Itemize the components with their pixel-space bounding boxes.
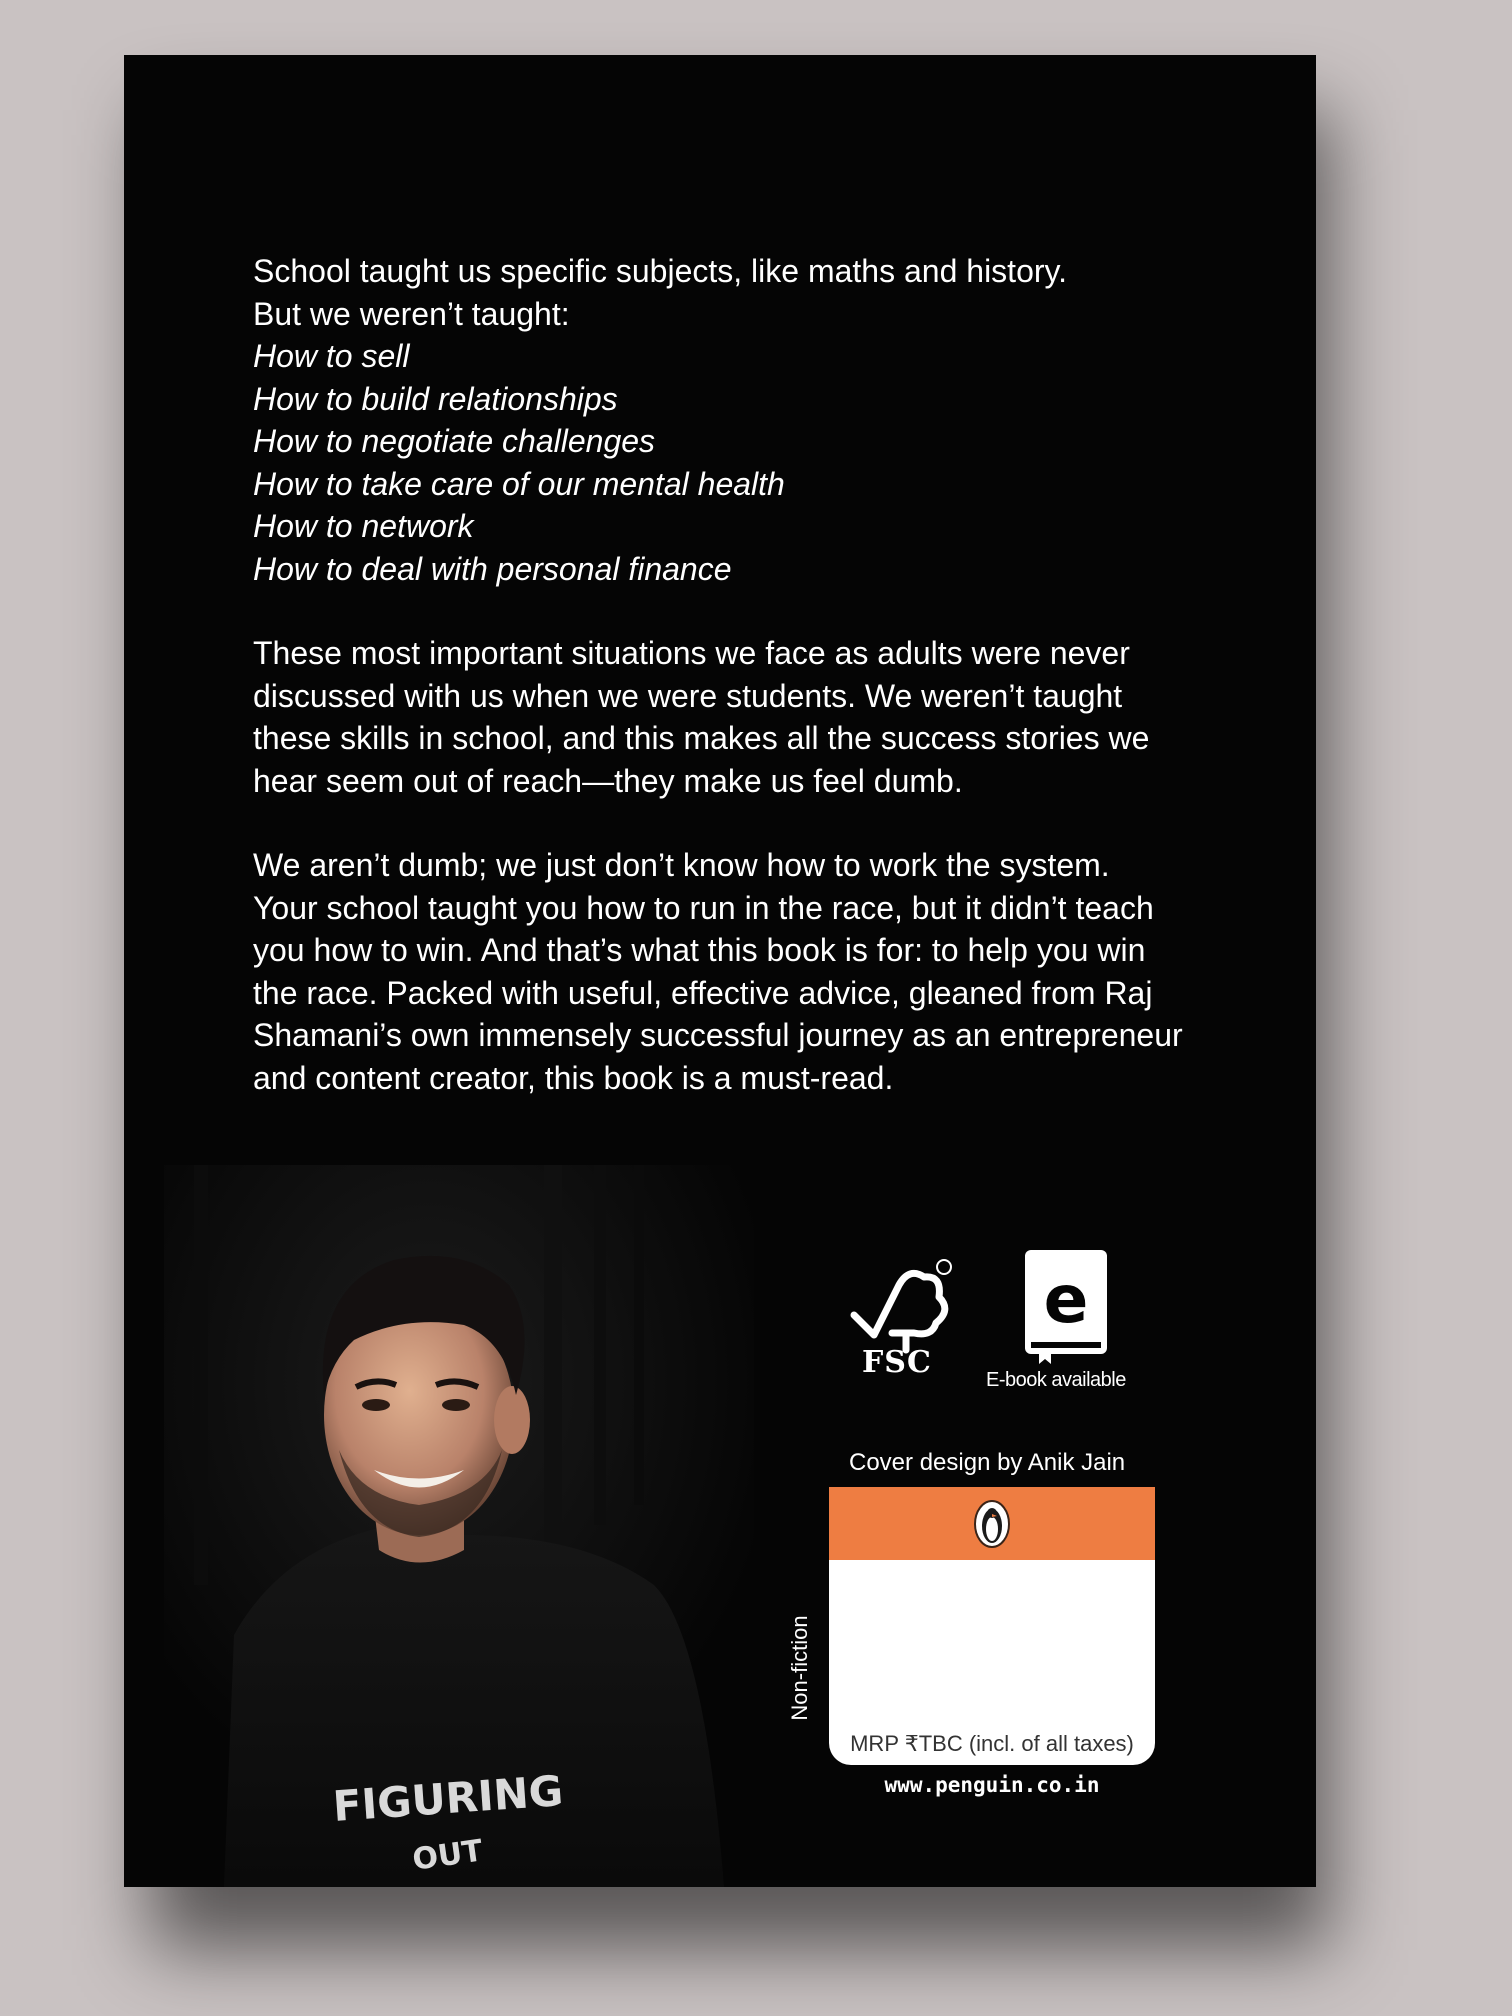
blurb-line: discussed with us when we were students. We weren’t taught xyxy=(253,677,1123,714)
blurb-list-item: How to build relationships xyxy=(253,380,618,417)
ebook-icon xyxy=(1023,1248,1109,1366)
blurb-paragraph-3 xyxy=(253,844,1253,1099)
penguin-logo-icon xyxy=(973,1499,1011,1549)
ebook-letter: e xyxy=(1043,1261,1089,1338)
blurb-text xyxy=(253,250,1253,1099)
blurb-list-item: How to network xyxy=(253,508,474,544)
blurb-line: hear seem out of reach—they make us feel dumb. xyxy=(253,762,963,799)
blurb-intro-line: School taught us specific subjects, like maths and history. xyxy=(253,253,1068,289)
blurb-line: the race. Packed with useful, effective advice, gleaned from Raj xyxy=(253,974,1153,1011)
price-box xyxy=(829,1487,1155,1765)
shirt-print-line-1: FIGURING xyxy=(331,1766,565,1832)
blurb-list-item: How to take care of our mental health xyxy=(253,465,785,502)
blurb-list-item: How to negotiate challenges xyxy=(253,423,656,459)
book-back-cover xyxy=(124,55,1316,1887)
publisher-website[interactable]: www.penguin.co.in xyxy=(884,1773,1100,1797)
blurb-list-item: How to deal with personal finance xyxy=(253,550,732,587)
blurb-intro-line: But we weren’t taught: xyxy=(253,295,570,332)
penguin-orange-band xyxy=(829,1487,1155,1560)
author-photo xyxy=(164,1165,754,1887)
blurb-line: Shamani’s own immensely successful journey as an entrepreneur xyxy=(253,1017,1183,1053)
blurb-line: These most important situations we face as adults were never xyxy=(253,635,1130,671)
mrp-label: MRP ₹TBC (incl. of all taxes) xyxy=(850,1731,1134,1756)
ebook-available-label: E-book available xyxy=(986,1369,1126,1391)
blurb-line: We aren’t dumb; we just don’t know how to work the system. xyxy=(253,847,1110,883)
genre-label: Non-fiction xyxy=(787,1615,812,1721)
blurb-line: Your school taught you how to run in the race, but it didn’t teach xyxy=(253,889,1154,926)
blurb-list-item: How to sell xyxy=(253,338,410,374)
fsc-label: FSC xyxy=(862,1345,932,1380)
blurb-paragraph-2 xyxy=(253,632,1253,802)
shirt-print-line-2: OUT xyxy=(410,1833,485,1878)
blurb-line: you how to win. And that’s what this book is for: to help you win xyxy=(253,932,1146,968)
cover-design-credit: Cover design by Anik Jain xyxy=(849,1449,1126,1476)
blurb-line: and content creator, this book is a must-read. xyxy=(253,1059,894,1096)
blurb-line: these skills in school, and this makes all the success stories we xyxy=(253,720,1150,756)
